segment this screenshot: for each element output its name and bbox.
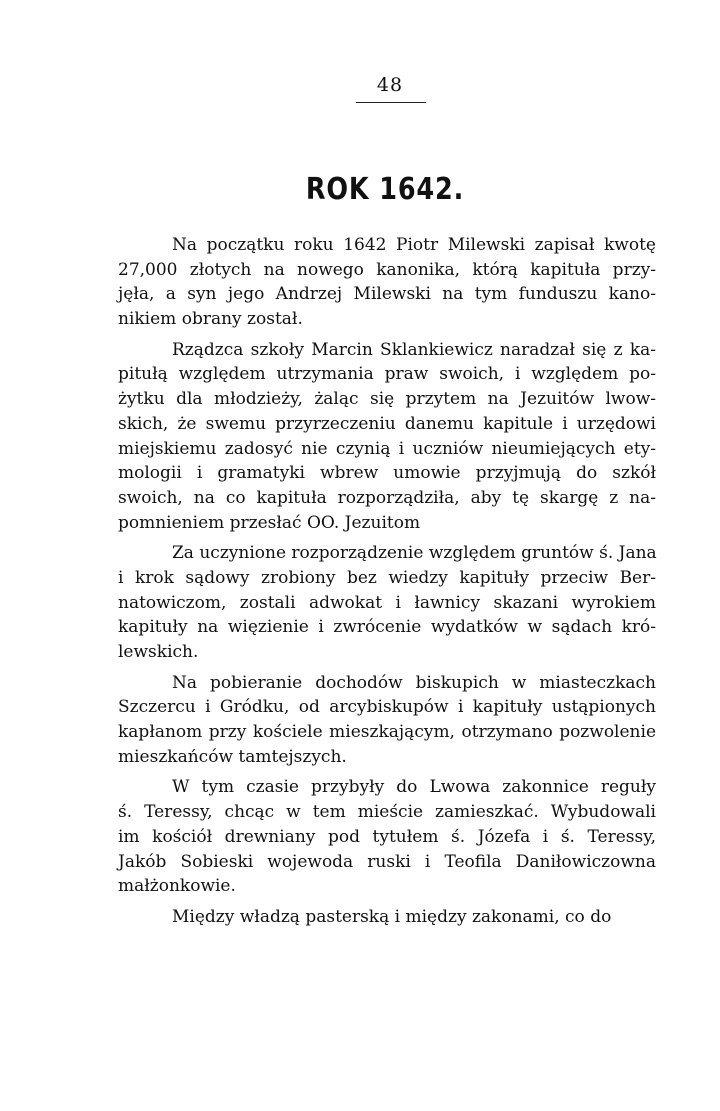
text-line: miejskiemu zadosyć nie czynią i uczniów nieumiejących ety- [118,438,656,459]
text-line: żytku dla młodzieży, żaląc się przytem na Jezuitów lwow- [118,389,656,410]
paragraph [118,905,656,930]
paragraph [118,541,656,664]
text-line: kapituły na więzienie i zwrócenie wydatków w sądach kró- [118,617,656,638]
text-line: mologii i gramatyki wbrew umowie przyjmują do szkół [118,463,656,484]
text-line: swoich, na co kapituła rozporządziła, aby tę skargę z na- [118,487,656,508]
page-number: 48 [376,74,404,96]
text-line: mieszkańców tamtejszych. [118,746,347,767]
text-line: pomnieniem przesłać OO. Jezuitom [118,512,421,533]
body-text [118,233,656,930]
text-line: skich, że swemu przyrzeczeniu danemu kapitule i urzędowi [118,413,656,434]
paragraph [118,338,656,536]
paragraph [118,233,656,332]
text-line: Na początku roku 1642 Piotr Milewski zapisał kwotę [172,235,656,255]
text-line: jęła, a syn jego Andrzej Milewski na tym funduszu kano- [118,284,656,305]
text-line: W tym czasie przybyły do Lwowa zakonnice reguły [172,777,656,798]
paragraph [118,671,656,770]
text-line: Między władzą pasterską i między zakonami, co do [172,906,612,927]
paragraph [118,775,656,898]
text-line: ś. Teressy, chcąc w tem mieście zamieszkać. Wybudowali [118,802,656,823]
text-line: małżonkowie. [118,876,236,897]
text-line: Za uczynione rozporządzenie względem gruntów ś. Jana [172,543,657,564]
text-line: lewskich. [118,642,199,662]
text-line: nikiem obrany został. [118,309,303,330]
text-line: Jakób Sobieski wojewoda ruski i Teofila Daniłowiczowna [118,851,656,872]
text-line: im kościół drewniany pod tytułem ś. Józefa i ś. Teressy, [118,826,656,847]
page-number-rule [356,102,426,103]
text-line: Rządzca szkoły Marcin Sklankiewicz naradzał się z ka- [172,339,656,360]
text-line: pitułą względem utrzymania praw swoich, i względem po- [118,364,656,385]
text-line: Szczercu i Gródku, od arcybiskupów i kapituły ustąpionych [118,697,656,718]
section-heading: ROK 1642. [305,172,465,207]
text-line: i krok sądowy zrobiony bez wiedzy kapituły przeciw Ber- [118,567,656,588]
text-line: 27,000 złotych na nowego kanonika, którą kapituła przy- [118,259,656,280]
text-line: Na pobieranie dochodów biskupich w miasteczkach [172,672,656,693]
text-line: kapłanom przy kościele mieszkającym, otrzymano pozwolenie [118,722,656,743]
text-line: natowiczom, zostali adwokat i ławnicy skazani wyrokiem [118,592,656,613]
